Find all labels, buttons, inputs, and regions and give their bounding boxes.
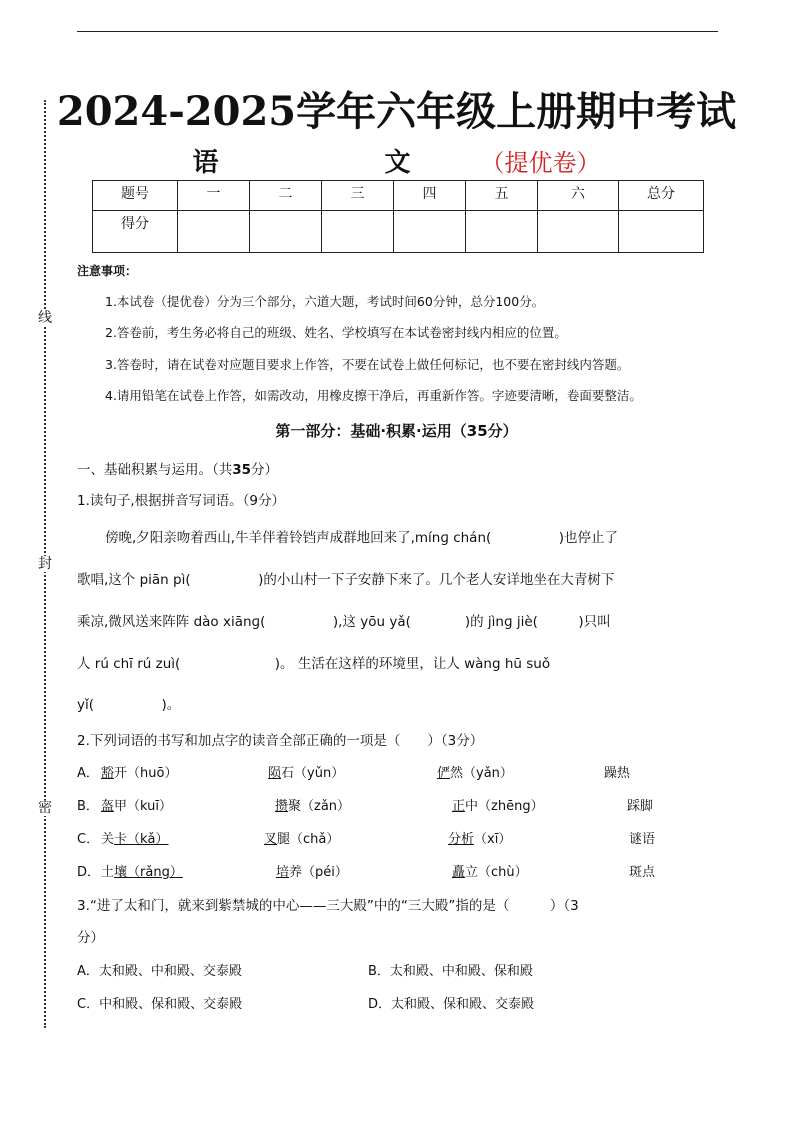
q3-option-a: A．太和殿、中和殿、交泰殿 xyxy=(77,964,242,979)
q2-option-word: 攒聚（zǎn） xyxy=(275,799,351,814)
score-cell[interactable] xyxy=(322,211,394,253)
note-item: 4.请用铅笔在试卷上作答，如需改动，用橡皮擦干净后，再重新作答。字迹要清晰，卷面要整洁。 xyxy=(105,388,642,403)
q2-option-word: 陨石（yǔn） xyxy=(268,766,345,781)
score-cell[interactable] xyxy=(250,211,322,253)
score-table-header-row xyxy=(93,181,704,211)
q2-option-word: 豁开（huō） xyxy=(101,766,178,781)
note-item: 1.本试卷（提优卷）分为三个部分，六道大题，考试时间60分钟，总分100分。 xyxy=(105,294,545,309)
score-cell[interactable] xyxy=(394,211,466,253)
q1-line: 乘凉,微风送来阵阵 dào xiānɡ( ),这 yōu yǎ( )的 jìnɡ jiè( )只叫 xyxy=(77,614,611,630)
header-cell: 总分 xyxy=(619,181,704,211)
section1-heading: 一、基础积累与运用。（共35分） xyxy=(77,462,279,478)
header-cell: 题号 xyxy=(93,181,178,211)
q2-option-word: 俨然（yǎn） xyxy=(437,766,513,781)
seal-char-xian: 线 xyxy=(38,310,52,326)
score-cell[interactable] xyxy=(538,211,619,253)
part1-heading: 第一部分：基础·积累·运用（35分） xyxy=(275,422,518,440)
q1-line: yǐ( )。 xyxy=(77,697,181,713)
q2-option-word: 斑点 xyxy=(629,865,656,880)
q2-option-word: 谜语 xyxy=(629,832,656,847)
q2-option-word: 土壤（rǎng） xyxy=(101,865,183,880)
q2-option-word: 踩脚 xyxy=(627,799,654,814)
q3-option-b: B．太和殿、中和殿、保和殿 xyxy=(368,964,533,979)
q2-option-word: 躁热 xyxy=(604,766,631,781)
q2-option-word: 正中（zhēng） xyxy=(452,799,544,814)
notes-heading: 注意事项： xyxy=(77,264,138,278)
header-cell: 五 xyxy=(466,181,538,211)
header-cell: 一 xyxy=(178,181,250,211)
header-cell: 六 xyxy=(538,181,619,211)
exam-title: 2024-2025学年六年级上册期中考试 xyxy=(56,88,737,135)
q2-option-word: 矗立（chù） xyxy=(452,865,528,880)
header-cell: 三 xyxy=(322,181,394,211)
seal-char-feng: 封 xyxy=(38,556,52,572)
subject-line xyxy=(0,142,793,179)
score-cell[interactable] xyxy=(178,211,250,253)
q1-line: 人 rú chī rú zuì( )。 生活在这样的环境里，让人 wàng hū suǒ xyxy=(77,656,551,672)
q2-option-word: 盔甲（kuī） xyxy=(101,799,172,814)
q2-option-word: 分析（xī） xyxy=(448,832,512,847)
score-cell[interactable] xyxy=(466,211,538,253)
q2-stem: 2.下列词语的书写和加点字的读音全部正确的一项是（ ）（3分） xyxy=(77,733,484,749)
q3-option-c: C．中和殿、保和殿、交泰殿 xyxy=(77,997,243,1012)
q2-option-word: 关卡（kǎ） xyxy=(101,832,169,847)
q3-stem: 3.“进了太和门，就来到紫禁城的中心——三大殿”中的“三大殿”指的是（ ）（3 xyxy=(77,898,579,914)
q2-option-word: 叉腿（chǎ） xyxy=(264,832,340,847)
top-rule xyxy=(77,31,718,32)
edition-label: （提优卷） xyxy=(480,149,601,177)
header-cell: 四 xyxy=(394,181,466,211)
score-table-score-row xyxy=(93,211,704,253)
q2-option-word: 培养（péi） xyxy=(276,865,348,880)
q2-option-label: D． xyxy=(77,865,101,880)
q2-option-label: B． xyxy=(77,799,99,814)
q2-option-label: A． xyxy=(77,766,99,781)
q3-option-d: D．太和殿、保和殿、交泰殿 xyxy=(368,997,535,1012)
subject-name: 语 文 xyxy=(192,148,481,178)
q2-option-label: C． xyxy=(77,832,100,847)
score-table xyxy=(92,180,704,253)
q3-stem-cont: 分） xyxy=(77,930,104,946)
note-item: 2.答卷前，考生务必将自己的班级、姓名、学校填写在本试卷密封线内相应的位置。 xyxy=(105,325,567,340)
score-cell[interactable] xyxy=(619,211,704,253)
note-item: 3.答卷时，请在试卷对应题目要求上作答，不要在试卷上做任何标记，也不要在密封线内答题。 xyxy=(105,357,630,372)
seal-char-mi: 密 xyxy=(38,800,52,816)
q1-line: 歌唱,这个 piān pì( )的小山村一下子安静下来了。几个老人安详地坐在大青树下 xyxy=(77,572,615,588)
q1-line: 傍晚,夕阳亲吻着西山,牛羊伴着铃铛声成群地回来了,mínɡ chán( )也停止了 xyxy=(105,530,619,546)
q1-stem: 1.读句子,根据拼音写词语。（9分） xyxy=(77,493,286,509)
header-cell: 二 xyxy=(250,181,322,211)
score-row-label: 得分 xyxy=(93,211,178,253)
